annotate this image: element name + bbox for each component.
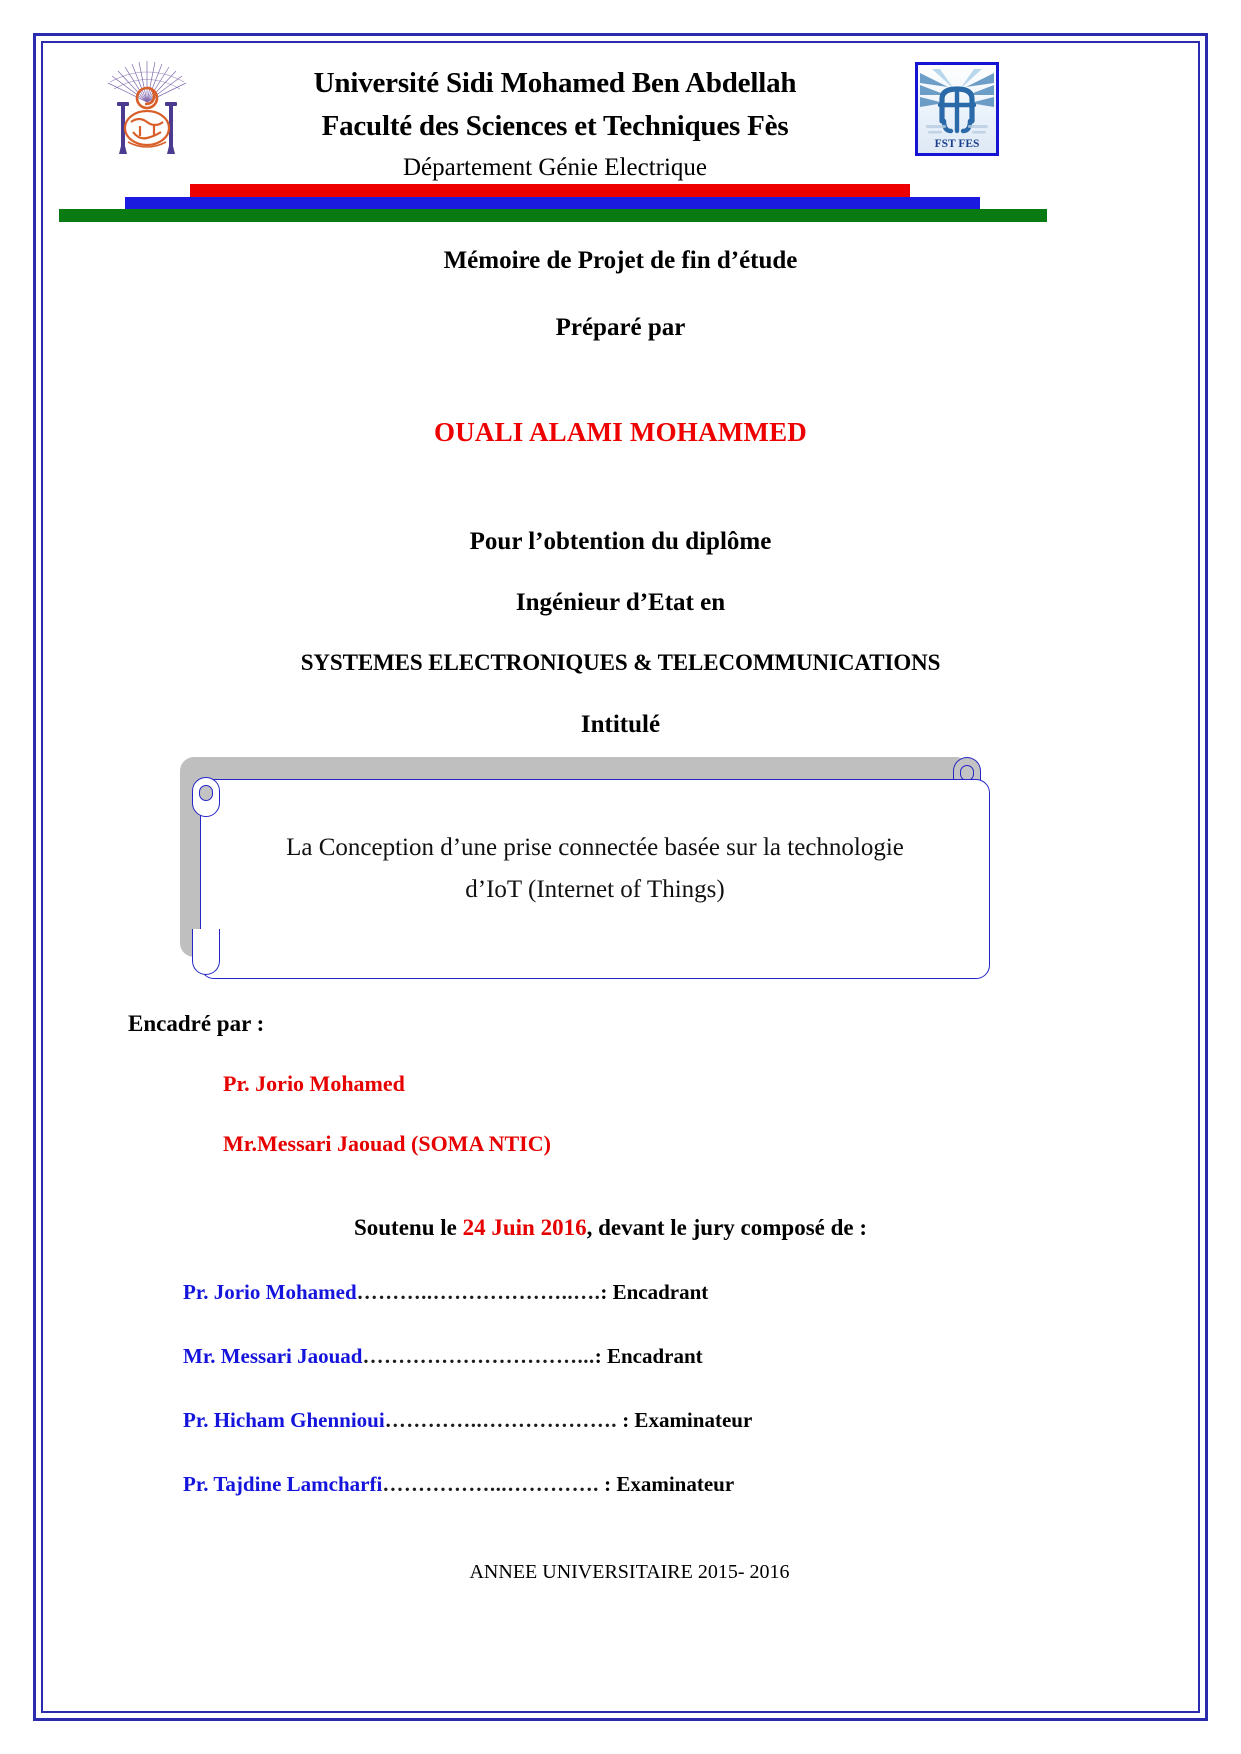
bar-red xyxy=(190,184,910,197)
supervised-by-label: Encadré par : xyxy=(128,1011,265,1036)
defense-date: 24 Juin 2016 xyxy=(462,1215,587,1240)
jury-leader-dots-1: ………..………………..…. xyxy=(356,1280,601,1304)
author-name: OUALI ALAMI MOHAMMED xyxy=(434,417,807,447)
jury-member-name-2: Mr. Messari Jaouad xyxy=(183,1344,363,1368)
project-title-line-2: d’IoT (Internet of Things) xyxy=(465,876,725,903)
jury-heading-suffix: , devant le jury composé de : xyxy=(586,1215,868,1240)
jury-block xyxy=(55,1215,1186,1497)
page-header xyxy=(55,52,1186,182)
project-title-scroll xyxy=(55,749,1186,989)
scroll-curl-top-left-inner xyxy=(199,785,213,801)
fst-logo-caption: FST FES xyxy=(934,138,980,150)
supervisor-1: Pr. Jorio Mohamed xyxy=(223,1071,405,1096)
cover-page-content xyxy=(55,52,1186,1702)
department-name: Département Génie Electrique xyxy=(402,154,708,181)
prepared-by-label: Préparé par xyxy=(555,314,686,341)
jury-member-row-4 xyxy=(55,1472,1186,1497)
supervisor-2: Mr.Messari Jaouad (SOMA NTIC) xyxy=(223,1131,551,1156)
project-title-text xyxy=(240,827,950,911)
tricolor-separator xyxy=(55,184,1186,222)
scroll-curl-bottom-left xyxy=(192,929,220,975)
document-type-label: Mémoire de Projet de fin d’étude xyxy=(443,247,798,274)
university-name: Université Sidi Mohamed Ben Abdellah xyxy=(313,67,797,99)
jury-heading xyxy=(55,1215,1186,1241)
bar-green xyxy=(59,209,1047,222)
jury-member-name-1: Pr. Jorio Mohamed xyxy=(183,1280,357,1304)
jury-member-name-4: Pr. Tajdine Lamcharfi xyxy=(183,1472,383,1496)
title-block xyxy=(55,247,1186,739)
jury-member-row-3 xyxy=(55,1408,1186,1433)
academic-year-footer: ANNEE UNIVERSITAIRE 2015- 2016 xyxy=(469,1561,790,1583)
jury-leader-dots-2: …………………………... xyxy=(362,1344,595,1368)
program-name: SYSTEMES ELECTRONIQUES & TELECOMMUNICATIONS xyxy=(300,650,941,675)
jury-member-row-2 xyxy=(55,1344,1186,1369)
usmba-crest-logo xyxy=(100,58,194,166)
faculty-name: Faculté des Sciences et Techniques Fès xyxy=(321,110,789,142)
degree-name: Ingénieur d’Etat en xyxy=(515,589,726,616)
jury-member-role-3: : Examinateur xyxy=(616,1408,753,1432)
jury-member-role-1: : Encadrant xyxy=(600,1280,709,1304)
jury-heading-prefix: Soutenu le xyxy=(353,1215,463,1240)
jury-member-role-2: : Encadrant xyxy=(594,1344,703,1368)
jury-leader-dots-4: ……………...…………. xyxy=(382,1472,599,1496)
jury-member-role-4: : Examinateur xyxy=(598,1472,735,1496)
supervision-block xyxy=(55,1011,1186,1157)
jury-member-name-3: Pr. Hicham Ghennioui xyxy=(183,1408,385,1432)
jury-member-row-1 xyxy=(55,1280,1186,1305)
project-title-line-1: La Conception d’une prise connectée basée sur la technologie xyxy=(286,834,904,861)
intitule-label: Intitulé xyxy=(580,711,661,738)
header-title-group xyxy=(205,62,905,188)
fst-fes-logo xyxy=(915,62,999,156)
jury-leader-dots-3: …………..………………. xyxy=(384,1408,617,1432)
degree-purpose-label: Pour l’obtention du diplôme xyxy=(469,528,772,555)
